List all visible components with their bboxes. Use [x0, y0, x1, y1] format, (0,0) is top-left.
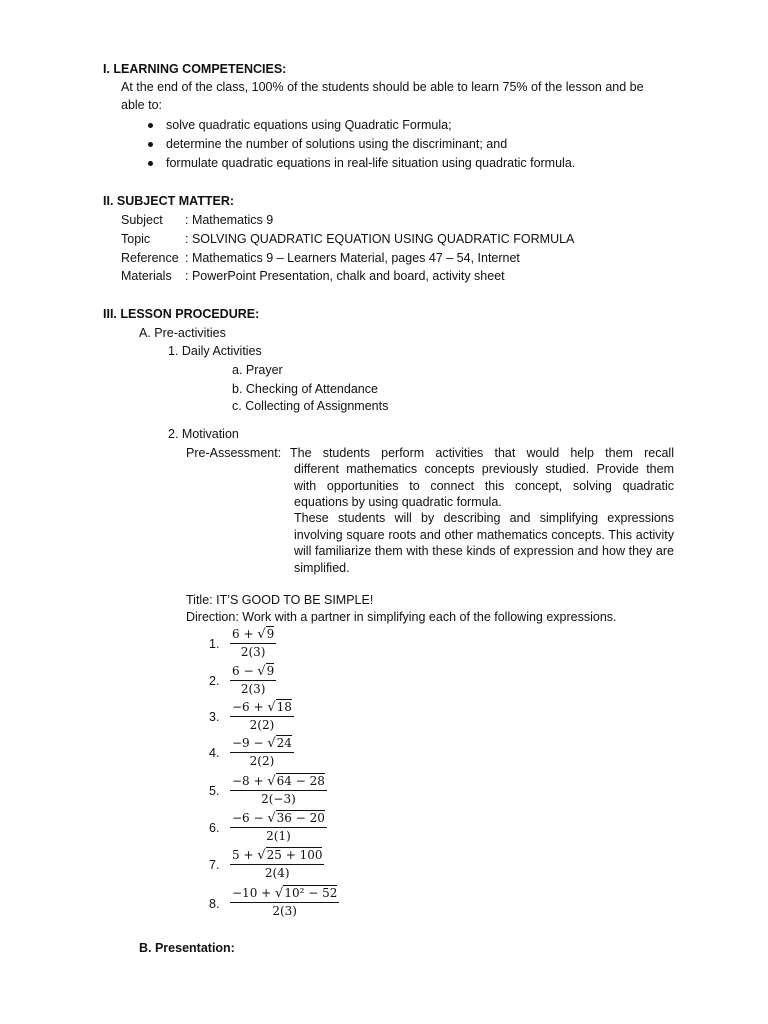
competency-item: determine the number of solutions using the discriminant; and	[166, 137, 508, 151]
expression-fraction: $\frac{-8 + √64 - 28}{2(-3)}$	[232, 774, 325, 806]
presentation-heading: B. Presentation:	[139, 941, 235, 955]
expression-fraction: $\frac{-9 - √24}{2(2)}$	[232, 736, 292, 768]
expression-fraction: $\frac{6 + √9}{2(3)}$	[232, 627, 275, 659]
radical-sign: √	[267, 811, 276, 826]
preassessment-paragraph-2: These students will by describing and simplifying expressions involving square roots and other mathematics concepts. This activity will familiarize them with these kinds of expression and how they are simplified.	[294, 511, 674, 575]
direction-value: Work with a partner in simplifying each of the following expressions.	[242, 610, 617, 624]
daily-item: b. Checking of Attendance	[232, 382, 378, 396]
expression-number: 3.	[209, 710, 220, 724]
bullet-dot	[148, 123, 153, 128]
expression-number: 6.	[209, 821, 220, 835]
section2-heading: II. SUBJECT MATTER:	[103, 194, 235, 208]
preassessment-paragraph-1: different mathematics concepts previously studied. Provide them with opportunities to connect this concept, solving quadratic equations by using quadratic formula.	[294, 462, 674, 509]
title-value: IT’S GOOD TO BE SIMPLE!	[216, 593, 374, 607]
radical-sign: √	[267, 736, 276, 751]
expression-fraction: $\frac{5 + √25 + 100}{2(4)}$	[232, 848, 323, 880]
daily-activities-heading: 1. Daily Activities	[168, 344, 262, 358]
subject-label: Subject	[121, 213, 163, 227]
expression-number: 7.	[209, 858, 220, 872]
section1-heading: I. LEARNING COMPETENCIES:	[103, 62, 287, 76]
expression-fraction: $\frac{-6 + √18}{2(2)}$	[232, 700, 292, 732]
section1-intro-line2: able to:	[121, 98, 163, 112]
expression-fraction: $\frac{6 - √9}{2(3)}$	[232, 664, 275, 696]
reference-value: : Mathematics 9 – Learners Material, pages 47 – 54, Internet	[185, 251, 520, 265]
radical-sign: √	[267, 774, 276, 789]
pre-activities-heading: A. Pre-activities	[139, 326, 226, 340]
motivation-heading: 2. Motivation	[168, 427, 239, 441]
topic-value: : SOLVING QUADRATIC EQUATION USING QUADRATIC FORMULA	[185, 232, 575, 246]
expression-number: 5.	[209, 784, 220, 798]
competency-item: solve quadratic equations using Quadratic Formula;	[166, 118, 452, 132]
section3-heading: III. LESSON PROCEDURE:	[103, 307, 260, 321]
materials-label: Materials	[121, 269, 172, 283]
expression-number: 8.	[209, 897, 220, 911]
radical-sign: √	[257, 664, 266, 679]
bullet-dot	[148, 142, 153, 147]
preassessment-first-line: The students perform activities that would help them recall	[290, 446, 674, 460]
reference-label: Reference	[121, 251, 179, 265]
activity-title	[186, 592, 373, 608]
expression-number: 1.	[209, 637, 220, 651]
title-label: Title:	[186, 593, 213, 607]
direction-label: Direction:	[186, 610, 239, 624]
expression-number: 2.	[209, 674, 220, 688]
competency-item: formulate quadratic equations in real-life situation using quadratic formula.	[166, 156, 576, 170]
radical-sign: √	[257, 627, 266, 642]
bullet-dot	[148, 161, 153, 166]
daily-item: c. Collecting of Assignments	[232, 399, 389, 413]
topic-label: Topic	[121, 232, 151, 246]
expression-number: 4.	[209, 746, 220, 760]
expression-fraction: $\frac{\text{−10 + √10² − 52}}{2(3)}$	[232, 886, 338, 918]
subject-value: : Mathematics 9	[185, 213, 274, 227]
section1-intro-line1: At the end of the class, 100% of the students should be able to learn 75% of the lesson and be	[121, 80, 644, 94]
radical-sign: √	[257, 848, 266, 863]
radical-sign: √	[267, 700, 276, 715]
expression-fraction: $\frac{-6 - √36 - 20}{2(1)}$	[232, 811, 325, 843]
preassessment-label: Pre-Assessment:	[186, 446, 282, 460]
daily-item: a. Prayer	[232, 363, 283, 377]
activity-direction	[186, 609, 617, 625]
radical-sign: √	[275, 886, 284, 901]
materials-value: : PowerPoint Presentation, chalk and board, activity sheet	[185, 269, 505, 283]
